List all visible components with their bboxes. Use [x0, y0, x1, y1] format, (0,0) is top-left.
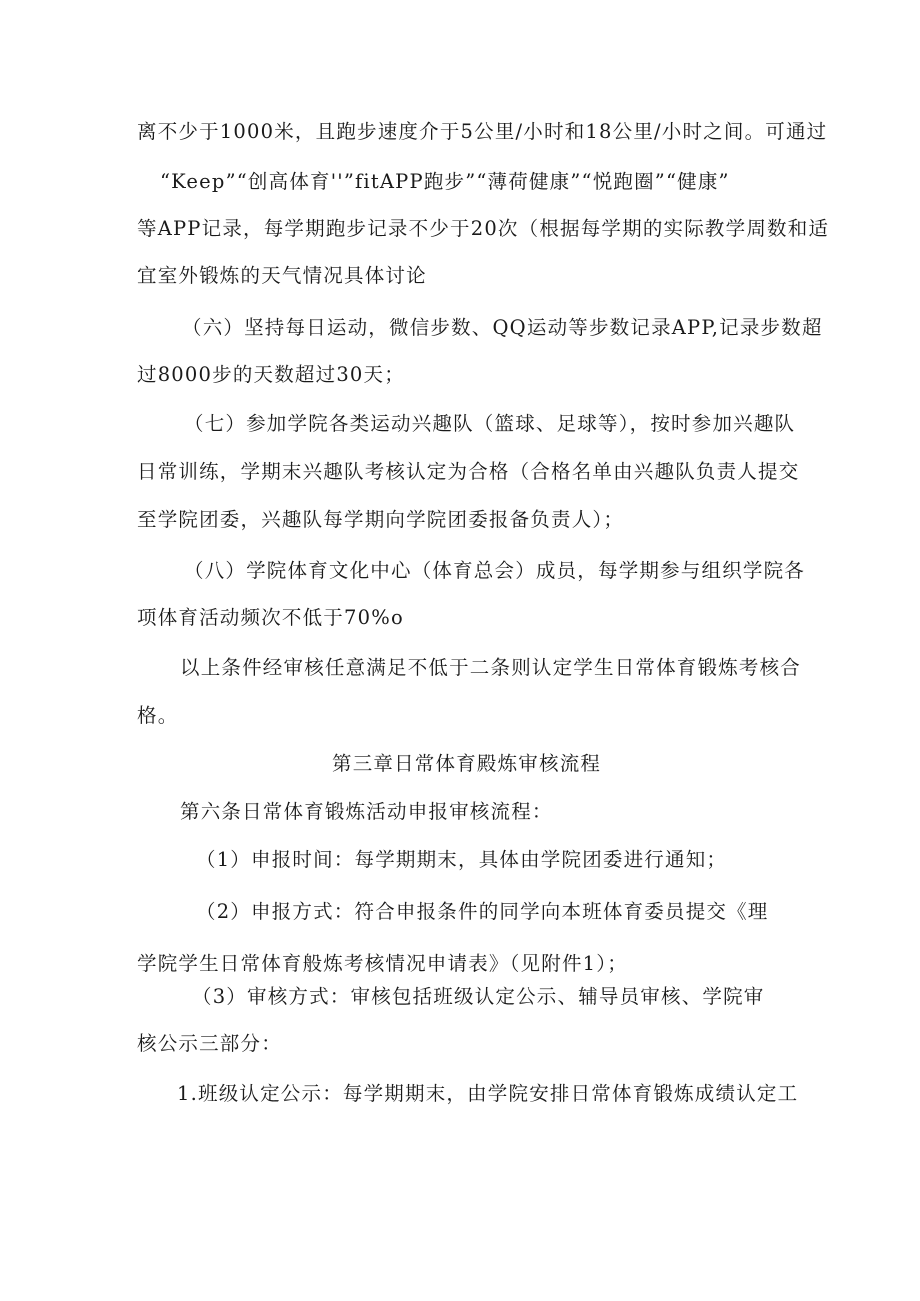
chapter-heading: 第三章日常体育殿炼审核流程	[332, 752, 602, 775]
paragraph-line: 以上条件经审核任意满足不低于二条则认定学生日常体育锻炼考核合	[180, 656, 802, 679]
paragraph-line: 等APP记录，每学期跑步记录不少于20次（根据每学期的实际教学周数和适	[137, 217, 830, 240]
paragraph-line: （六）坚持每日运动，微信步数、QQ运动等步数记录APP,记录步数超	[182, 316, 823, 339]
list-item: （2）申报方式：符合申报条件的同学向本班体育委员提交《理	[196, 900, 769, 923]
paragraph-line: 至学院团委，兴趣队每学期向学院团委报备负责人）；	[137, 508, 625, 531]
paragraph-line: （七）参加学院各类运动兴趣队（篮球、足球等），按时参加兴趣队	[184, 412, 796, 435]
list-item: 1.班级认定公示：每学期期末，由学院安排日常体育锻炼成绩认定工	[177, 1082, 799, 1105]
paragraph-line: 离不少于1000米，且跑步速度介于5公里/小时和18公里/小时之间。可通过	[137, 120, 828, 143]
paragraph-line: 项体育活动频次不低于70%o	[137, 606, 404, 629]
paragraph-line: 过8000步的天数超过30天；	[137, 363, 405, 386]
paragraph-line: （八）学院体育文化中心（体育总会）成员，每学期参与组织学院各	[184, 559, 806, 582]
paragraph-line: 学院学生日常体育般炼考核情况申请表》（见附件1）；	[137, 952, 628, 975]
paragraph-line: “Keep”“创高体育''”fitAPP跑步”“薄荷健康”“悦跑圈”“健康”	[160, 170, 730, 193]
list-item: （3）审核方式：审核包括班级认定公示、辅导员审核、学院审	[192, 985, 765, 1008]
paragraph-line: 宜室外锻炼的天气情况具体讨论	[137, 264, 427, 287]
paragraph-line: 日常训练，学期末兴趣队考核认定为合格（合格名单由兴趣队负责人提交	[137, 460, 800, 483]
paragraph-line: 核公示三部分：	[137, 1032, 282, 1055]
article-heading: 第六条日常体育锻炼活动申报审核流程：	[180, 800, 553, 823]
list-item: （1）申报时间：每学期期末，具体由学院团委进行通知；	[196, 848, 728, 871]
paragraph-line: 格。	[137, 704, 179, 727]
